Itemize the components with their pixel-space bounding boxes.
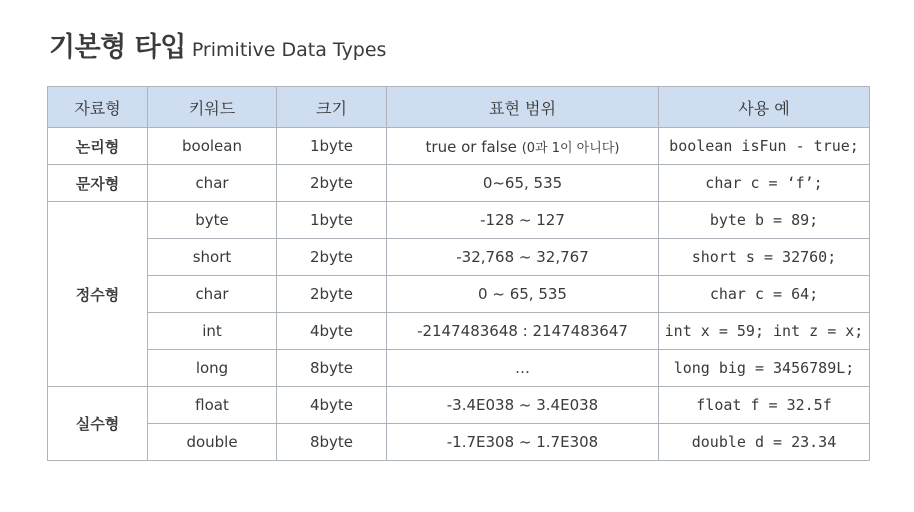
group-label-integer: 정수형 [48,202,148,387]
range-cell: … [387,350,659,387]
range-text: true or false [425,137,517,156]
keyword-cell: double [148,424,277,461]
keyword-cell: int [148,313,277,350]
size-cell: 8byte [277,424,387,461]
size-cell: 1byte [277,202,387,239]
group-label-character: 문자형 [48,165,148,202]
group-label-floating-point: 실수형 [48,387,148,461]
size-cell: 4byte [277,313,387,350]
example-cell: long big = 3456789L; [659,350,870,387]
example-cell: char c = 64; [659,276,870,313]
keyword-cell: char [148,276,277,313]
example-cell: float f = 32.5f [659,387,870,424]
range-cell: -128 ~ 127 [387,202,659,239]
range-cell: 0~65, 535 [387,165,659,202]
table-row [48,202,870,239]
example-cell: boolean isFun - true; [659,128,870,165]
keyword-cell: byte [148,202,277,239]
range-cell [387,128,659,165]
size-cell: 4byte [277,387,387,424]
column-header-range: 표현 범위 [387,87,659,128]
table-row [48,128,870,165]
table-row [48,165,870,202]
keyword-cell: float [148,387,277,424]
table-row [48,276,870,313]
keyword-cell: char [148,165,277,202]
example-cell: char c = ‘f’; [659,165,870,202]
example-cell: short s = 32760; [659,239,870,276]
size-cell: 2byte [277,165,387,202]
group-label-boolean: 논리형 [48,128,148,165]
table-header-row [48,87,870,128]
column-header-example: 사용 예 [659,87,870,128]
table-row [48,239,870,276]
range-note: (0과 1이 아니다) [521,140,620,156]
size-cell: 8byte [277,350,387,387]
keyword-cell: boolean [148,128,277,165]
range-cell: -3.4E038 ~ 3.4E038 [387,387,659,424]
page-title [49,34,386,61]
table-body [48,128,870,461]
example-cell: byte b = 89; [659,202,870,239]
column-header-size: 크기 [277,87,387,128]
page-title-english: Primitive Data Types [191,39,387,61]
column-header-keyword: 키워드 [148,87,277,128]
table-row [48,313,870,350]
keyword-cell: long [148,350,277,387]
size-cell: 2byte [277,276,387,313]
keyword-cell: short [148,239,277,276]
range-cell: -2147483648 : 2147483647 [387,313,659,350]
range-cell: 0 ~ 65, 535 [387,276,659,313]
size-cell: 2byte [277,239,387,276]
example-cell: double d = 23.34 [659,424,870,461]
range-cell: -1.7E308 ~ 1.7E308 [387,424,659,461]
primitive-types-table [47,86,870,461]
table-header [48,87,870,128]
page-title-korean: 기본형 타입 [49,32,186,63]
size-cell: 1byte [277,128,387,165]
table-row [48,350,870,387]
table-row [48,387,870,424]
table-row [48,424,870,461]
range-cell: -32,768 ~ 32,767 [387,239,659,276]
example-cell: int x = 59; int z = x; [659,313,870,350]
column-header-data-type: 자료형 [48,87,148,128]
